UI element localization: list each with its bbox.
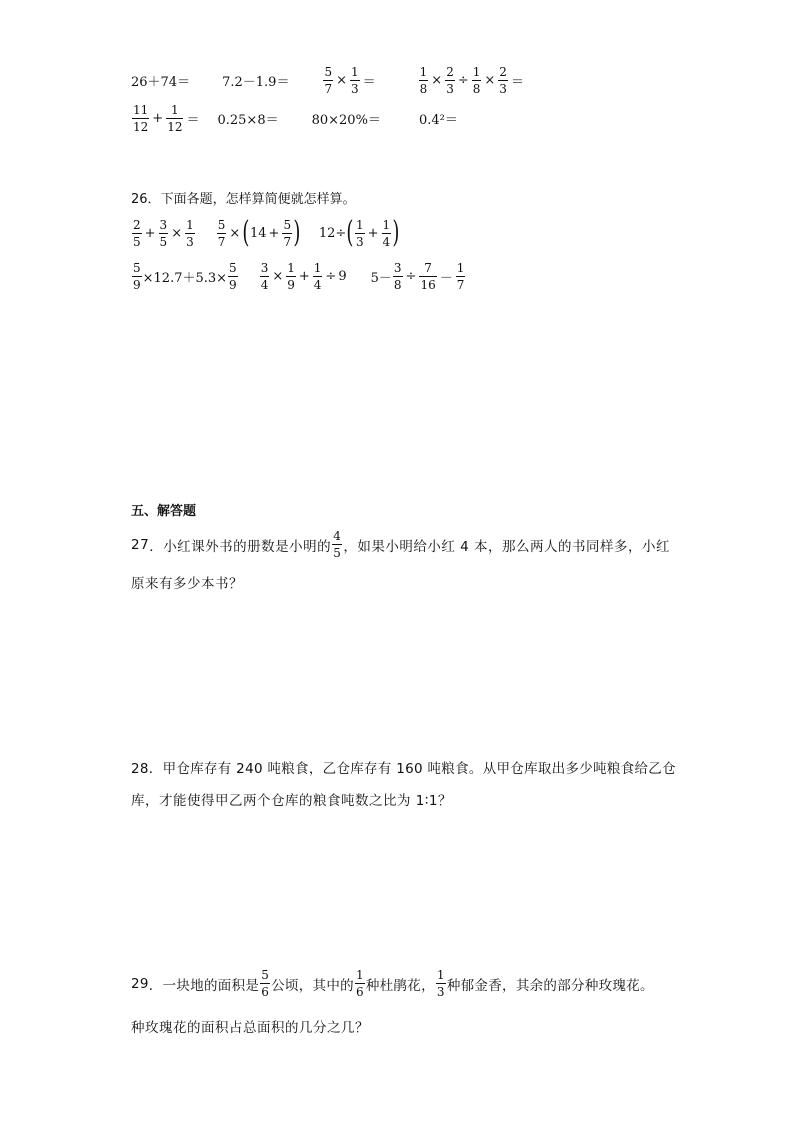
q26-expr-5: $\frac{3}{4}$ × $\frac{1}{9}$ + $\frac{1}{4}$ ÷ 9 — [260, 261, 347, 292]
section-title: 五、解答题 — [131, 504, 197, 519]
q26-expr-2: $\frac{5}{7}$ × ( 14 + $\frac{5}{7}$ ) — [217, 215, 301, 250]
q26-number: 26 — [131, 192, 148, 207]
q26-expr-3: 12÷ ( $\frac{1}{3}$ + $\frac{1}{4}$ ) — [318, 215, 400, 250]
q28-text-a: 甲仓库存有 240 吨粮食，乙仓库存有 160 吨粮食。从甲仓库取出多少吨粮食给乙仓 — [162, 761, 676, 777]
oral-item-7: 80×20%＝ — [311, 113, 381, 128]
q29-text-a2: 公顷，其中的 — [271, 977, 354, 994]
oral-item-6: 0.25×8＝ — [217, 113, 279, 128]
q29-text-a3: 种杜鹃花， — [365, 977, 435, 994]
oral-calc-row-1 — [131, 66, 526, 95]
q26-prompt: 26．下面各题，怎样算简便就怎样算。 — [131, 192, 356, 207]
oral-item-8: 0.4²＝ — [418, 113, 458, 128]
q27-fraction: $\frac{4}{5}$ — [333, 529, 342, 560]
q28-line-2: 库，才能使得甲乙两个仓库的粮食吨数之比为 1∶1？ — [131, 793, 452, 809]
q29-line-2: 种玫瑰花的面积占总面积的几分之几？ — [131, 1020, 369, 1036]
q28-line-1: 28．甲仓库存有 240 吨粮食，乙仓库存有 160 吨粮食。从甲仓库取出多少吨粮食给乙仓 — [131, 761, 676, 777]
q29-text-a: 一块地的面积是 — [162, 977, 260, 994]
q29-number: 29 — [131, 975, 149, 992]
q26-expr-4-mid: ×12.7＋5.3× — [142, 271, 228, 286]
oral-expr-3: $\frac{5}{7}$ × $\frac{1}{3}$ ＝ — [324, 65, 376, 96]
q27-text-a: 小红课外书的册数是小明的 — [163, 538, 332, 555]
q26-expr-6: 5－ $\frac{3}{8}$ ÷ $\frac{7}{16}$ － $\frac{1}{7}$ — [370, 261, 465, 292]
q27-text-b: ，如果小明给小红 4 本，那么两人的书同样多，小红 — [343, 538, 670, 555]
q26-expr-1: $\frac{2}{5}$ + $\frac{3}{5}$ × $\frac{1}{3}$ — [133, 217, 194, 249]
q26-expr-4: $\frac{5}{9}$ ×12.7＋5.3× $\frac{5}{9}$ — [133, 261, 237, 292]
q26-expr-3-lead: 12÷ — [318, 225, 347, 241]
q27-line-2: 原来有多少本书？ — [131, 576, 243, 592]
oral-expr-5: $\frac{11}{12}$ + $\frac{1}{12}$ ＝ — [133, 103, 200, 134]
q26-expr-6-lead: 5－ — [370, 271, 392, 286]
q29-fraction-tulip: $\frac{1}{3}$ — [436, 968, 445, 999]
q26-expr-row-2 — [131, 262, 466, 291]
oral-expr-4: $\frac{1}{8}$ × $\frac{2}{3}$ ÷ $\frac{1}{8}$ × $\frac{2}{3}$ ＝ — [419, 65, 524, 96]
oral-item-1: 26＋74＝ — [131, 75, 191, 90]
q27-number: 27 — [131, 536, 150, 553]
q26-expr-row-1 — [131, 215, 400, 250]
q28-number: 28 — [131, 761, 149, 777]
oral-calc-row-2 — [131, 104, 458, 133]
oral-item-2: 7.2－1.9＝ — [222, 75, 290, 90]
q29-fraction-area: $\frac{5}{6}$ — [261, 968, 270, 999]
q29-text-a4: 种郁金香，其余的部分种玫瑰花。 — [446, 977, 654, 994]
q27-line-1: 27 ． 小红课外书的册数是小明的 $\frac{4}{5}$ ，如果小明给小红 4 本，那么两人的书同样多，小红 — [131, 529, 670, 560]
q29-line-1: 29 ． 一块地的面积是 $\frac{5}{6}$ 公顷，其中的 $\frac{1}{6}$ 种杜鹃花， $\frac{1}{3}$ 种郁金香，其余的部分种玫瑰花。 — [131, 968, 654, 999]
q29-fraction-azalea: $\frac{1}{6}$ — [355, 968, 364, 999]
q26-text: 下面各题，怎样算简便就怎样算。 — [160, 192, 356, 207]
